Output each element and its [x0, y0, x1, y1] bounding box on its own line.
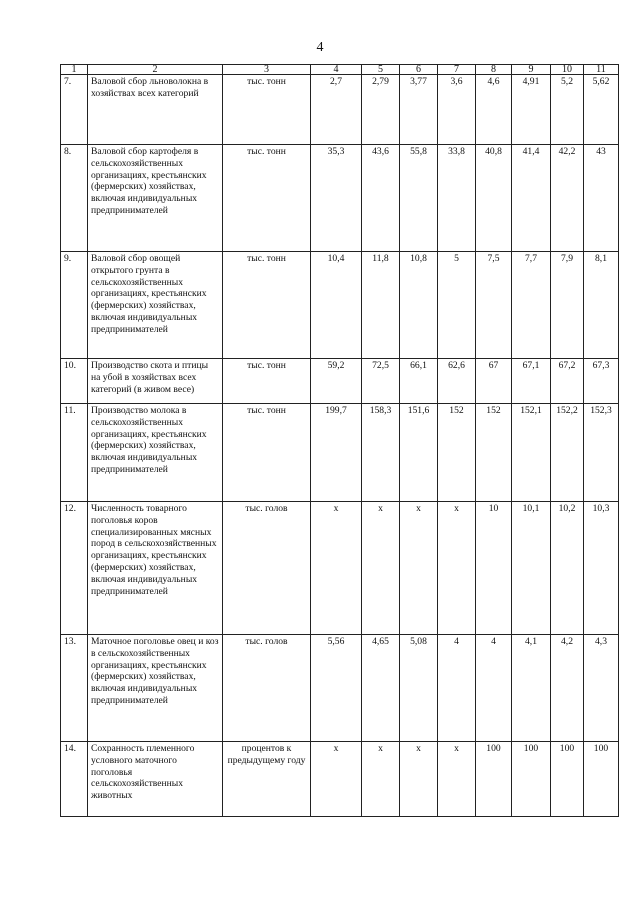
value-cell: 42,2 [551, 145, 584, 252]
value-cell: 33,8 [438, 145, 476, 252]
value-cell: 66,1 [400, 359, 438, 404]
table-row [61, 75, 619, 145]
value-cell: 158,3 [362, 404, 400, 502]
value-cell: 5,62 [584, 75, 619, 145]
column-header: 8 [476, 65, 512, 75]
column-header: 5 [362, 65, 400, 75]
value-cell: 5,08 [400, 635, 438, 742]
value-cell: 67 [476, 359, 512, 404]
value-cell: 5,2 [551, 75, 584, 145]
column-header: 4 [311, 65, 362, 75]
value-cell: х [400, 742, 438, 817]
value-cell: х [362, 502, 400, 635]
row-number: 13. [61, 635, 88, 742]
value-cell: 43 [584, 145, 619, 252]
column-header: 9 [512, 65, 551, 75]
value-cell: 10,4 [311, 252, 362, 359]
value-cell: х [311, 502, 362, 635]
row-number: 9. [61, 252, 88, 359]
value-cell: 4,2 [551, 635, 584, 742]
value-cell: 7,5 [476, 252, 512, 359]
indicator-name: Производство молока в сельскохозяйственных организациях, крестьянских (фермерских) хозяйствах, включая индивидуальных предпринимателей [88, 404, 223, 502]
value-cell: 62,6 [438, 359, 476, 404]
indicator-name: Валовой сбор овощей открытого грунта в сельскохозяйственных организациях, крестьянских (фермерских) хозяйствах, включая индивидуальных предпринимателей [88, 252, 223, 359]
value-cell: 7,9 [551, 252, 584, 359]
indicator-name: Сохранность племенного условного маточного поголовья сельскохозяйственных животных [88, 742, 223, 817]
value-cell: 199,7 [311, 404, 362, 502]
row-number: 10. [61, 359, 88, 404]
value-cell: 151,6 [400, 404, 438, 502]
value-cell: х [362, 742, 400, 817]
value-cell: 10,8 [400, 252, 438, 359]
value-cell: 40,8 [476, 145, 512, 252]
value-cell: 35,3 [311, 145, 362, 252]
row-number: 14. [61, 742, 88, 817]
column-header: 11 [584, 65, 619, 75]
indicator-name: Валовой сбор картофеля в сельскохозяйственных организациях, крестьянских (фермерских) хозяйствах, включая индивидуальных предпринимателей [88, 145, 223, 252]
value-cell: 4,6 [476, 75, 512, 145]
row-number: 12. [61, 502, 88, 635]
value-cell: 67,1 [512, 359, 551, 404]
row-number: 8. [61, 145, 88, 252]
table-row [61, 635, 619, 742]
column-header: 10 [551, 65, 584, 75]
value-cell: 100 [584, 742, 619, 817]
value-cell: 100 [512, 742, 551, 817]
table-row [61, 145, 619, 252]
value-cell: 4 [476, 635, 512, 742]
unit-cell: тыс. тонн [223, 145, 311, 252]
value-cell: 10,3 [584, 502, 619, 635]
value-cell: 11,8 [362, 252, 400, 359]
value-cell: 5 [438, 252, 476, 359]
value-cell: 4,91 [512, 75, 551, 145]
table-body [61, 75, 619, 817]
unit-cell: тыс. тонн [223, 404, 311, 502]
value-cell: 4,3 [584, 635, 619, 742]
column-header: 7 [438, 65, 476, 75]
table-row [61, 252, 619, 359]
value-cell: х [311, 742, 362, 817]
value-cell: 10 [476, 502, 512, 635]
value-cell: 10,1 [512, 502, 551, 635]
unit-cell: тыс. голов [223, 502, 311, 635]
unit-cell: тыс. тонн [223, 359, 311, 404]
value-cell: 59,2 [311, 359, 362, 404]
value-cell: 2,79 [362, 75, 400, 145]
indicator-name: Валовой сбор льноволокна в хозяйствах всех категорий [88, 75, 223, 145]
unit-cell: тыс. тонн [223, 252, 311, 359]
value-cell: х [438, 502, 476, 635]
value-cell: 152,2 [551, 404, 584, 502]
value-cell: х [400, 502, 438, 635]
value-cell: 5,56 [311, 635, 362, 742]
value-cell: 2,7 [311, 75, 362, 145]
column-number-row [61, 65, 619, 75]
value-cell: х [438, 742, 476, 817]
column-header: 3 [223, 65, 311, 75]
value-cell: 8,1 [584, 252, 619, 359]
page-number: 4 [316, 40, 324, 55]
indicator-name: Маточное поголовье овец и коз в сельскохозяйственных организациях, крестьянских (фермерских) хозяйствах, включая индивидуальных предпринимателей [88, 635, 223, 742]
value-cell: 4,65 [362, 635, 400, 742]
unit-cell: процентов к предыдущему году [223, 742, 311, 817]
value-cell: 55,8 [400, 145, 438, 252]
row-number: 7. [61, 75, 88, 145]
column-header: 1 [61, 65, 88, 75]
value-cell: 67,2 [551, 359, 584, 404]
column-header: 6 [400, 65, 438, 75]
value-cell: 7,7 [512, 252, 551, 359]
value-cell: 43,6 [362, 145, 400, 252]
table-row [61, 742, 619, 817]
value-cell: 152 [438, 404, 476, 502]
table-row [61, 359, 619, 404]
unit-cell: тыс. тонн [223, 75, 311, 145]
value-cell: 100 [476, 742, 512, 817]
indicators-table [60, 64, 619, 817]
value-cell: 4,1 [512, 635, 551, 742]
value-cell: 152,3 [584, 404, 619, 502]
value-cell: 72,5 [362, 359, 400, 404]
table-row [61, 502, 619, 635]
value-cell: 10,2 [551, 502, 584, 635]
value-cell: 152 [476, 404, 512, 502]
row-number: 11. [61, 404, 88, 502]
value-cell: 3,77 [400, 75, 438, 145]
unit-cell: тыс. голов [223, 635, 311, 742]
indicator-name: Производство скота и птицы на убой в хозяйствах всех категорий (в живом весе) [88, 359, 223, 404]
value-cell: 67,3 [584, 359, 619, 404]
value-cell: 100 [551, 742, 584, 817]
value-cell: 3,6 [438, 75, 476, 145]
table-row [61, 404, 619, 502]
indicator-name: Численность товарного поголовья коров специализированных мясных пород в сельскохозяйственных организациях, крестьянских (фермерских) хозяйствах, включая индивидуальных предпринимателей [88, 502, 223, 635]
value-cell: 41,4 [512, 145, 551, 252]
column-header: 2 [88, 65, 223, 75]
value-cell: 152,1 [512, 404, 551, 502]
value-cell: 4 [438, 635, 476, 742]
